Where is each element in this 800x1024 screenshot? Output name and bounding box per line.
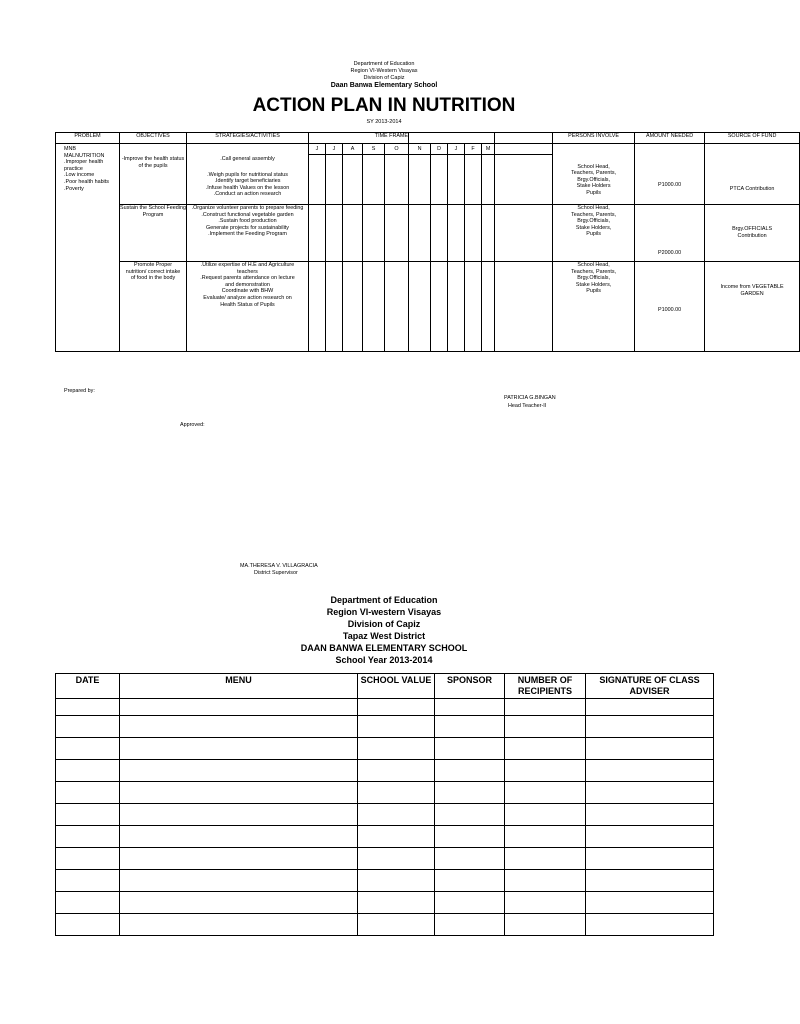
table-cell — [586, 716, 714, 738]
table-cell — [358, 699, 435, 716]
table-row — [56, 804, 714, 826]
table-cell — [56, 804, 120, 826]
table-cell — [56, 716, 120, 738]
table-cell — [56, 826, 120, 848]
col-time-frame-cont — [409, 133, 495, 144]
table-cell — [120, 804, 358, 826]
problem-line: .Low income — [64, 172, 95, 179]
cell — [409, 205, 431, 262]
table-row — [56, 760, 714, 782]
fund-text: Brgy.OFFICIALS Contribution — [732, 226, 773, 239]
table-cell — [435, 760, 505, 782]
month-oct: O — [385, 144, 409, 155]
fund-text: PTCA Contribution — [729, 185, 775, 192]
cell — [385, 262, 409, 352]
cell — [495, 205, 553, 262]
table-cell — [505, 848, 586, 870]
table-cell — [586, 699, 714, 716]
table-row — [56, 848, 714, 870]
table-cell — [358, 870, 435, 892]
table-cell — [505, 716, 586, 738]
preparer-title: Head Teacher-II — [508, 403, 547, 409]
table-cell — [56, 892, 120, 914]
persons-2 — [553, 205, 635, 262]
col-persons: PERSONS INVOLVE — [553, 133, 635, 144]
region-line: Region VI-Western Visayas — [350, 68, 418, 74]
dept-line: Department of Education — [353, 61, 415, 67]
month-jul: J — [326, 144, 343, 155]
cell — [343, 262, 363, 352]
cell — [482, 205, 495, 262]
table-cell — [586, 782, 714, 804]
cell — [431, 262, 448, 352]
table-cell — [358, 826, 435, 848]
persons-1 — [553, 144, 635, 205]
cell — [409, 262, 431, 352]
month-sep: S — [363, 144, 385, 155]
table-cell — [435, 782, 505, 804]
strategy-item: .Implement the Feeding Program — [208, 231, 287, 238]
col-recipients: NUMBER OF RECIPIENTS — [505, 674, 586, 699]
table-cell — [358, 804, 435, 826]
page-title: ACTION PLAN IN NUTRITION — [252, 95, 516, 116]
fund-text: Income from VEGETABLE GARDEN — [720, 284, 784, 297]
col-amount: AMOUNT NEEDED — [635, 133, 705, 144]
cell — [431, 155, 448, 205]
cell — [482, 262, 495, 352]
cell — [385, 155, 409, 205]
cell — [465, 262, 482, 352]
log-body — [56, 699, 714, 936]
problem-line: MALNUTRITION — [64, 152, 105, 159]
table-cell — [435, 738, 505, 760]
cell — [431, 205, 448, 262]
table-cell — [358, 716, 435, 738]
school-line: Daan Banwa Elementary School — [330, 82, 438, 89]
persons-text: School Head, Teachers, Parents, Brgy.Officials, Stake Holders, Pupils — [571, 262, 617, 295]
strategy-item: Evaluate/ analyze action research on Health Status of Pupils — [203, 294, 292, 308]
table-cell — [435, 914, 505, 936]
cell — [385, 205, 409, 262]
table-row — [56, 738, 714, 760]
table-cell — [435, 848, 505, 870]
school-year-2: School Year 2013-2014 — [335, 655, 433, 665]
table-cell — [435, 716, 505, 738]
col-signature: SIGNATURE OF CLASS ADVISER — [586, 674, 714, 699]
col-fund: SOURCE OF FUND — [705, 133, 800, 144]
month-jan: J — [448, 144, 465, 155]
problem-line: .Poor health habits — [64, 178, 109, 185]
table-cell — [586, 870, 714, 892]
school-year: SY 2013-2014 — [366, 119, 402, 125]
strategy-item: .Identify target beneficiaries — [214, 178, 281, 185]
feeding-log-table — [55, 673, 714, 936]
strategies-2 — [187, 205, 309, 262]
cell — [343, 155, 363, 205]
preparer-name: PATRICIA G.BINGAN — [504, 395, 556, 401]
strategy-item: .Construct functional vegetable garden — [201, 211, 294, 218]
cell — [326, 262, 343, 352]
division-line-2: Division of Capiz — [347, 619, 421, 629]
division-line: Division of Capiz — [363, 75, 405, 81]
col-sponsor: SPONSOR — [435, 674, 505, 699]
amount-2: P2000.00 — [635, 205, 705, 262]
persons-3 — [553, 262, 635, 352]
strategy-gap — [187, 163, 308, 172]
table-cell — [56, 848, 120, 870]
strategy-item: Generate projects for sustainability — [206, 224, 289, 231]
strategy-item: .Sustain food production — [218, 218, 277, 225]
table-cell — [120, 782, 358, 804]
cell — [309, 205, 326, 262]
table-cell — [505, 914, 586, 936]
table-cell — [435, 870, 505, 892]
table-row — [56, 716, 714, 738]
col-menu: MENU — [120, 674, 358, 699]
strategy-item: .Infuse health Values on the lesson — [205, 184, 290, 191]
table-cell — [56, 914, 120, 936]
persons-text: School Head, Teachers, Parents, Brgy.Officials, Stake Holders Pupils — [571, 163, 617, 196]
problem-line: MNB — [64, 146, 76, 152]
table-cell — [120, 826, 358, 848]
cell — [448, 262, 465, 352]
cell — [363, 262, 385, 352]
strategy-item: .Organize volunteer parents to prepare feeding — [191, 205, 304, 211]
month-spacer — [495, 144, 553, 155]
table-cell — [120, 870, 358, 892]
table-cell — [505, 892, 586, 914]
school-line-2: DAAN BANWA ELEMENTARY SCHOOL — [300, 643, 468, 653]
cell — [465, 155, 482, 205]
col-problem: PROBLEM — [56, 133, 120, 144]
table-cell — [505, 760, 586, 782]
strategy-item: .Conduct an action research — [213, 191, 282, 198]
col-strategies: STRATEGIES/ACTIVITIES — [187, 133, 309, 144]
table-cell — [435, 826, 505, 848]
month-feb: F — [465, 144, 482, 155]
amount-1: P1000.00 — [635, 144, 705, 205]
persons-text: School Head, Teachers, Parents, Brgy.Officials, Stake Holders, Pupils — [571, 205, 617, 238]
objective-text: Promote Proper nutrition/ correct intake of food in the body — [125, 262, 181, 282]
approver-title: District Supervisor — [254, 570, 298, 576]
table-row — [56, 914, 714, 936]
month-nov: N — [409, 144, 431, 155]
cell — [309, 262, 326, 352]
month-aug: A — [343, 144, 363, 155]
approver-name: MA.THERESA V. VILLAGRACIA — [240, 563, 318, 569]
objective-2: Sustain the School Feeding Program — [120, 205, 187, 262]
table-cell — [505, 826, 586, 848]
problem-line: .Poverty — [64, 185, 84, 192]
table-cell — [120, 914, 358, 936]
fund-3 — [705, 262, 800, 352]
table-cell — [505, 870, 586, 892]
cell — [326, 205, 343, 262]
fund-2 — [705, 205, 800, 262]
month-jun: J — [309, 144, 326, 155]
table-cell — [586, 892, 714, 914]
table-cell — [505, 782, 586, 804]
table-row — [56, 782, 714, 804]
table-cell — [435, 892, 505, 914]
table-cell — [358, 782, 435, 804]
table-row — [56, 870, 714, 892]
col-date: DATE — [56, 674, 120, 699]
col-spacer — [495, 133, 553, 144]
cell — [363, 155, 385, 205]
table-cell — [56, 870, 120, 892]
district-line: Tapaz West District — [342, 631, 426, 641]
objective-3 — [120, 262, 187, 352]
month-dec: D — [431, 144, 448, 155]
strategy-item: .Weigh pupils for nutritional status — [207, 171, 288, 178]
approved-label: Approved: — [180, 422, 205, 428]
table-cell — [586, 738, 714, 760]
objective-1: -Improve the health status of the pupils — [120, 144, 187, 205]
strategies-3 — [187, 262, 309, 352]
action-plan-table — [55, 132, 800, 352]
table-cell — [505, 738, 586, 760]
col-objectives: OBJECTIVES — [120, 133, 187, 144]
cell — [448, 155, 465, 205]
table-cell — [586, 826, 714, 848]
amount-3: P1000.00 — [635, 262, 705, 352]
problem-line: .Improper health practice — [64, 159, 104, 172]
table-cell — [56, 699, 120, 716]
cell — [465, 205, 482, 262]
table-cell — [120, 699, 358, 716]
strategies-1 — [187, 144, 309, 205]
month-mar: M — [482, 144, 495, 155]
cell — [343, 205, 363, 262]
fund-1 — [705, 144, 800, 205]
dept-line-2: Department of Education — [330, 595, 438, 605]
table-cell — [505, 699, 586, 716]
table-cell — [358, 914, 435, 936]
cell — [495, 155, 553, 205]
table-cell — [358, 738, 435, 760]
strategy-item: .Request parents attendance on lecture and demonstration — [200, 275, 295, 288]
table-row — [56, 699, 714, 716]
table-cell — [435, 699, 505, 716]
table-row — [56, 826, 714, 848]
cell — [482, 155, 495, 205]
table-cell — [358, 760, 435, 782]
strategy-item: .Call general assembly — [220, 156, 275, 162]
table-cell — [120, 760, 358, 782]
cell — [309, 155, 326, 205]
cell — [409, 155, 431, 205]
region-line-2: Region VI-western Visayas — [326, 607, 442, 617]
table-cell — [120, 892, 358, 914]
table-cell — [120, 848, 358, 870]
strategy-item: Coordinate with BHW — [221, 288, 274, 295]
table-row — [56, 892, 714, 914]
table-cell — [586, 848, 714, 870]
col-time-frame: TIME FRAME — [309, 133, 409, 144]
table-cell — [586, 804, 714, 826]
table-cell — [435, 804, 505, 826]
table-cell — [586, 760, 714, 782]
table-cell — [358, 892, 435, 914]
cell — [326, 155, 343, 205]
table-cell — [358, 848, 435, 870]
cell — [448, 205, 465, 262]
table-cell — [56, 738, 120, 760]
table-cell — [120, 716, 358, 738]
cell — [363, 205, 385, 262]
cell — [495, 262, 553, 352]
col-school-value: SCHOOL VALUE — [358, 674, 435, 699]
table-cell — [56, 782, 120, 804]
table-cell — [56, 760, 120, 782]
table-cell — [586, 914, 714, 936]
table-cell — [120, 738, 358, 760]
prepared-label: Prepared by: — [64, 388, 95, 394]
problem-cell — [56, 144, 120, 352]
table-cell — [505, 804, 586, 826]
strategy-item: .Utilize expertise of H.E and Agriculture teachers — [200, 262, 295, 275]
